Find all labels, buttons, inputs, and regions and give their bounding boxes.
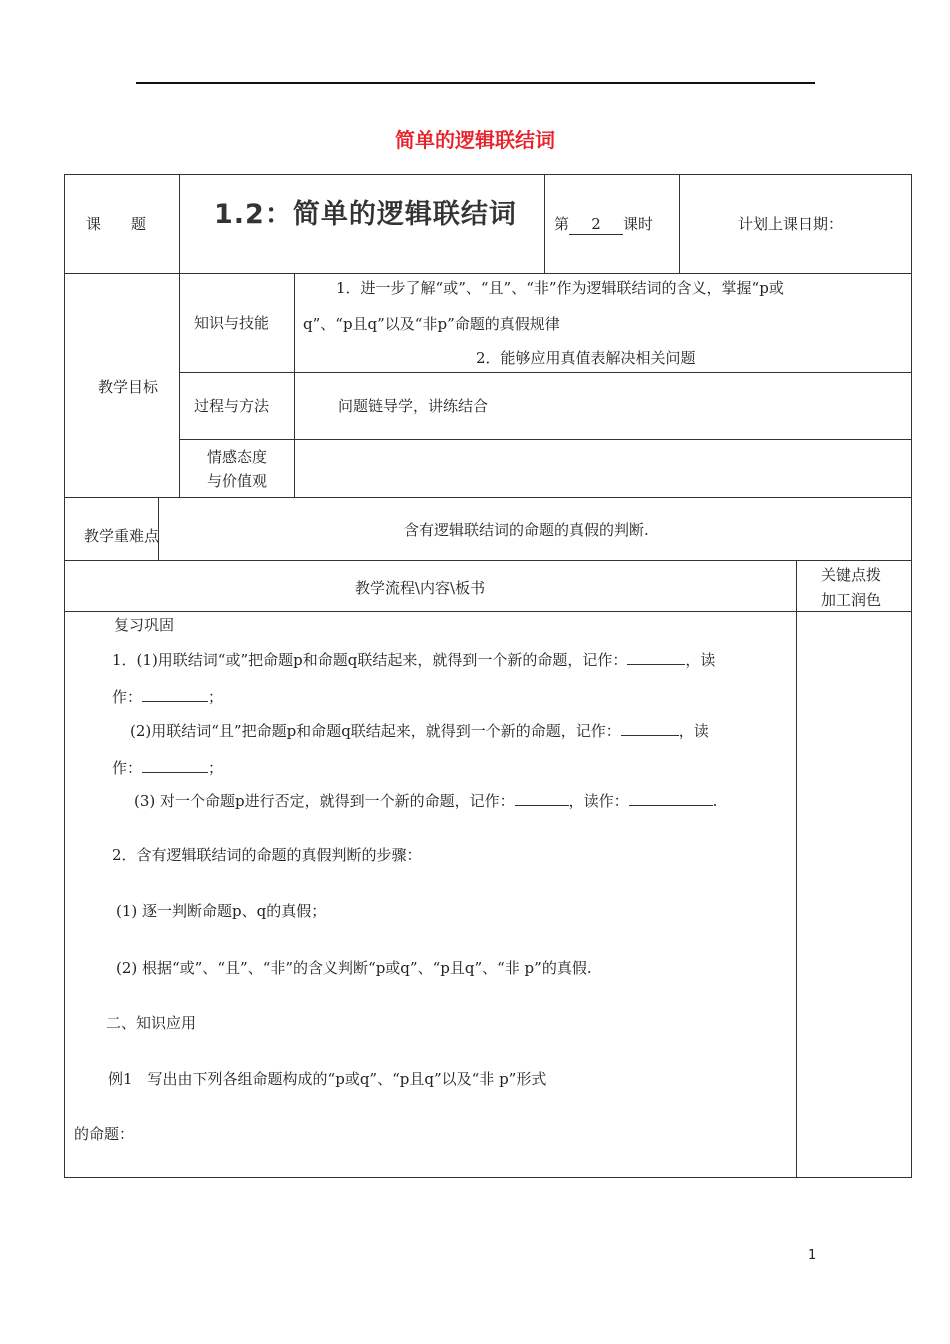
step-1: (1) 逐一判断命题p、q的真假；	[116, 902, 327, 920]
step-2: (2) 根据“或”、“且”、“非”的含义判断“p或q”、“p且q”、“非 p”的真假.	[116, 959, 592, 977]
process-text: 问题链导学，讲练结合	[338, 397, 489, 415]
knowledge-line-1: 1．进一步了解“或”、“且”、“非”作为逻辑联结词的含义，掌握“p或	[336, 279, 784, 297]
example-1: 例1 写出由下列各组命题构成的“p或q”、“p且q”以及“非 p”形式	[108, 1070, 547, 1088]
period-field	[554, 214, 653, 235]
period-prefix: 第	[554, 215, 570, 233]
emotion-label-1: 情感态度	[207, 448, 268, 466]
objectives-label: 教学目标	[98, 378, 159, 396]
item-1b: (2)用联结词“且”把命题p和命题q联结起来，就得到一个新的命题，记作： ，读	[130, 722, 709, 740]
item-1a-read: 作： ；	[112, 688, 224, 706]
period-number: 2	[569, 214, 623, 235]
side-header-2: 加工润色	[821, 591, 882, 609]
example-1-cont: 的命题：	[74, 1125, 135, 1143]
topic-label: 课 题	[86, 215, 147, 233]
key-difficult-label: 教学重难点	[84, 527, 160, 545]
flow-header: 教学流程\内容\板书	[355, 579, 486, 597]
header-rule	[136, 82, 815, 84]
section-2-title: 二、知识应用	[106, 1014, 197, 1032]
process-label: 过程与方法	[194, 397, 270, 415]
period-suffix: 课时	[623, 215, 654, 233]
knowledge-line-3: 2．能够应用真值表解决相关问题	[476, 349, 696, 367]
knowledge-label: 知识与技能	[194, 314, 270, 332]
lesson-title: 1.2：简单的逻辑联结词	[214, 199, 517, 230]
item-1c: (3) 对一个命题p进行否定，就得到一个新的命题，记作： ，读作： .	[134, 792, 718, 810]
item-1a: 1．(1)用联结词“或”把命题p和命题q联结起来，就得到一个新的命题，记作： ，读	[112, 651, 716, 669]
page-number: 1	[808, 1248, 817, 1263]
item-2: 2．含有逻辑联结词的命题的真假判断的步骤：	[112, 846, 422, 864]
document-title: 简单的逻辑联结词	[395, 128, 555, 152]
knowledge-line-2: q”、“p且q”以及“非p”命题的真假规律	[303, 315, 560, 333]
review-title: 复习巩固	[114, 616, 175, 634]
side-header-1: 关键点拨	[821, 566, 882, 584]
plan-date-label: 计划上课日期：	[738, 215, 844, 233]
item-1b-read: 作： ；	[112, 759, 224, 777]
emotion-label-2: 与价值观	[207, 472, 268, 490]
key-difficult-text: 含有逻辑联结词的命题的真假的判断.	[404, 521, 649, 539]
